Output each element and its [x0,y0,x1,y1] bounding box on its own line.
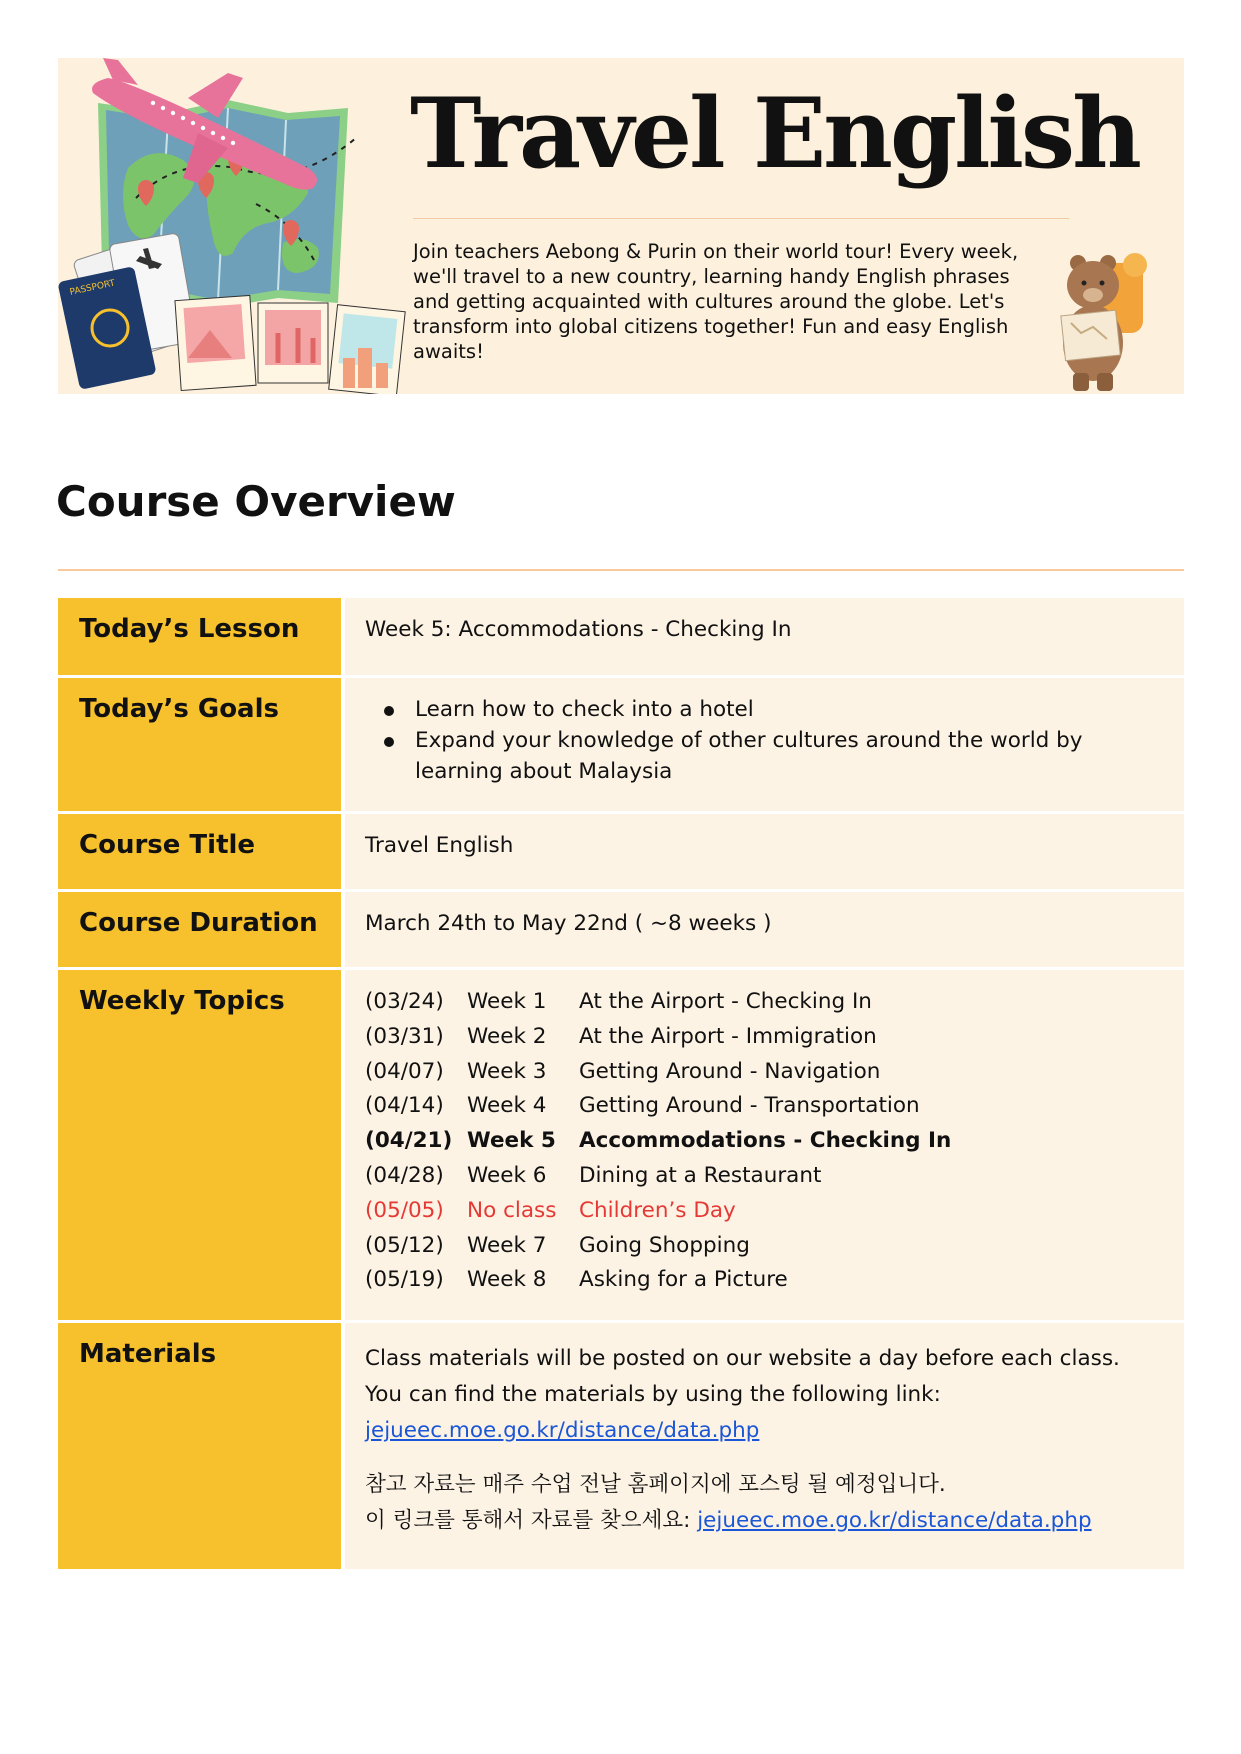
row-value [345,678,1184,811]
course-overview-table [58,598,1184,1572]
banner [58,58,1184,394]
topic-name: Children’s Day [579,1197,736,1223]
row-label: Today’s Goals [58,678,341,811]
list-item: Learn how to check into a hotel [365,694,1166,725]
topic-date: (05/19) [365,1267,444,1293]
travel-illustration [58,58,428,394]
materials-line-ko: 참고 자료는 매주 수업 전날 홈페이지에 포스팅 될 예정입니다. [365,1472,946,1497]
topic-week: Week 1 [467,989,547,1014]
row-course-title [58,814,1184,889]
topic-week: Week 5 [467,1128,556,1154]
topic-name: At the Airport - Checking In [579,989,872,1014]
materials-line: You can find the materials by using the following link: [365,1382,941,1407]
materials-line-ko: 이 링크를 통해서 자료를 찾으세요: [365,1508,691,1533]
row-weekly-topics [58,970,1184,1320]
topic-row-no-class [365,1194,1166,1229]
topic-name: Getting Around - Transportation [579,1093,920,1119]
row-label: Materials [58,1323,341,1569]
bear-traveler-icon [1033,243,1158,393]
section-divider [58,569,1184,571]
topic-name: Accommodations - Checking In [579,1128,952,1154]
topic-week: Week 3 [467,1058,547,1084]
banner-divider [413,218,1069,219]
row-value: Week 5: Accommodations - Checking In [345,598,1184,675]
section-title: Course Overview [56,477,456,526]
row-value [345,970,1184,1320]
banner-title: Travel English [410,77,1139,190]
row-value: Travel English [345,814,1184,889]
materials-link[interactable]: jejueec.moe.go.kr/distance/data.php [365,1418,760,1443]
row-label: Course Title [58,814,341,889]
topic-row [365,1229,1166,1264]
photo-card-icon [175,295,405,394]
topic-date: (04/14) [365,1093,444,1119]
topic-date: (04/07) [365,1058,444,1084]
topic-row [365,1263,1166,1298]
row-value: March 24th to May 22nd ( ~8 weeks ) [345,892,1184,967]
row-course-duration [58,892,1184,967]
topic-name: Getting Around - Navigation [579,1058,881,1084]
materials-english [365,1341,1166,1449]
topic-name: Going Shopping [579,1232,750,1258]
topic-date: (05/05) [365,1197,444,1223]
topic-row-current [365,1124,1166,1159]
row-label: Course Duration [58,892,341,967]
topic-date: (03/24) [365,989,444,1014]
row-value [345,1323,1184,1569]
materials-korean [365,1467,1166,1539]
row-label: Today’s Lesson [58,598,341,675]
row-label: Weekly Topics [58,970,341,1320]
topic-date: (05/12) [365,1232,444,1258]
passport-label: PASSPORT [68,278,116,298]
row-todays-lesson [58,598,1184,675]
topic-date: (04/21) [365,1128,453,1154]
topic-week: No class [467,1197,557,1223]
topic-row [365,1159,1166,1194]
list-item: Expand your knowledge of other cultures around the world by learning about Malaysia [365,725,1166,787]
topic-name: At the Airport - Immigration [579,1023,877,1049]
banner-intro: Join teachers Aebong & Purin on their world tour! Every week, we'll travel to a new country, learning handy English phrases and getting acquainted with cultures around the globe. Let's transform into global citizens together! Fun and easy English awaits! [413,240,1019,363]
topic-week: Week 8 [467,1267,547,1293]
topic-week: Week 2 [467,1023,547,1049]
topic-week: Week 6 [467,1162,547,1188]
topic-row [365,1020,1166,1055]
row-materials [58,1323,1184,1569]
topic-week: Week 4 [467,1093,547,1119]
materials-line: Class materials will be posted on our website a day before each class. [365,1346,1120,1371]
topic-name: Asking for a Picture [579,1267,788,1293]
topic-date: (04/28) [365,1162,444,1188]
row-todays-goals [58,678,1184,811]
topic-date: (03/31) [365,1023,444,1049]
topic-row [365,1089,1166,1124]
topic-week: Week 7 [467,1232,547,1258]
goal-list [365,694,1166,787]
topic-row [365,1055,1166,1090]
materials-link-ko[interactable]: jejueec.moe.go.kr/distance/data.php [697,1508,1092,1533]
topic-name: Dining at a Restaurant [579,1162,822,1188]
topic-row [365,985,1166,1020]
